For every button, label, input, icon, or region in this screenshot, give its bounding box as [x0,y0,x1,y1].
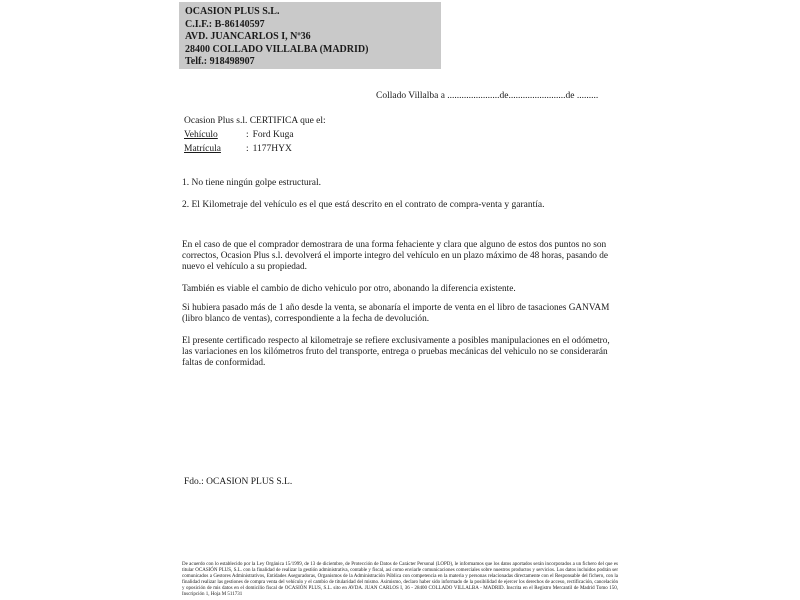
company-address: AVD. JUANCARLOS I, Nº36 [185,31,311,43]
paragraph-refund: En el caso de que el comprador demostrara de una forma fehaciente y clara que alguno de estos dos puntos no son correctos, Ocasion Plus s.l. devolverá el importe integro del vehículo en un plazo máximo de 48 horas, pasando de nuevo el vehículo a su propiedad. [182,240,608,272]
vehicle-value: Ford Kuga [252,130,294,140]
company-phone: Telf.: 918498907 [185,56,255,68]
certify-intro: Ocasion Plus s.l. CERTIFICA que el: [184,116,326,126]
company-cif: C.I.F.: B-86140597 [185,18,265,30]
plate-value: 1177HYX [252,144,292,154]
vehicle-separator: : [246,130,249,140]
company-city: 28400 COLLADO VILLALBA (MADRID) [185,43,369,55]
signature-line: Fdo.: OCASION PLUS S.L. [184,477,293,487]
company-header-box [179,2,441,69]
paragraph-odometer: El presente certificado respecto al kilometraje se refiere exclusivamente a posibles manipulaciones en el odómetro, las variaciones en los kilómetros fruto del transporte, entrega o pruebas mecánicas del vehiculo no se considerarán faltas de conformidad. [182,336,610,368]
point-no-structural-damage: 1. No tiene ningún golpe estructural. [182,178,322,188]
vehicle-label: Vehículo [184,130,218,140]
company-name: OCASION PLUS S.L. [185,6,280,17]
legal-footer [182,561,618,600]
paragraph-exchange: También es viable el cambio de dicho vehiculo por otro, abonando la diferencia existente. [182,284,516,294]
plate-separator: : [246,144,249,154]
vehicle-label-col [184,130,246,140]
point-mileage: 2. El Kilometraje del vehículo es el que está descrito en el contrato de compra-venta y garantía. [182,200,545,210]
plate-label-col [184,144,246,154]
legal-footer-text: De acuerdo con lo establecido por la Ley Orgánica 15/1999, de 13 de diciembre, de Protección de Datos de Carácter Personal (LOPD), le informamos que los datos aportados serán incorporados a un fichero del que es titular OCASIÓN PLUS, S.L. con la finalidad de realizar la gestión administrativa, contable y fiscal, así como enviarle comunicaciones comerciales sobre nuestros productos y servicios. Los datos incluidos podrán ser comunicados a Gestores Administrativos, Entidades Aseguradoras, Organismos de la Administración Pública con competencia en la materia y personas relacionadas directamente con el Responsable del fichero, con la finalidad realizar las gestiones de compra venta del vehículo y el cambio de titularidad del mismo. Asimismo, declaro haber sido informado de la posibilidad de ejercer los derechos de acceso, rectificación, cancelación y oposición de mis datos en el domicilio fiscal de OCASIÓN PLUS, S.L. sito en AVDA. JUAN CARLOS I, 36 - 28400 COLLADO VILLALBA - MADRID. Inscrita en el Registro Mercantil de Madrid Tomo 150, Inscripción 1, Hoja M 511731 [182,561,618,597]
plate-field [184,144,292,154]
plate-label: Matrícula [184,144,221,154]
paragraph-ganvam: Si hubiera pasado más de 1 año desde la venta, se abonaría el importe de venta en el libro de tasaciones GANVAM (libro blanco de ventas), correspondiente a la fecha de devolución. [182,303,610,324]
date-line: Collado Villalba a ......................de........................de ......... [376,91,599,101]
vehicle-field [184,130,294,140]
